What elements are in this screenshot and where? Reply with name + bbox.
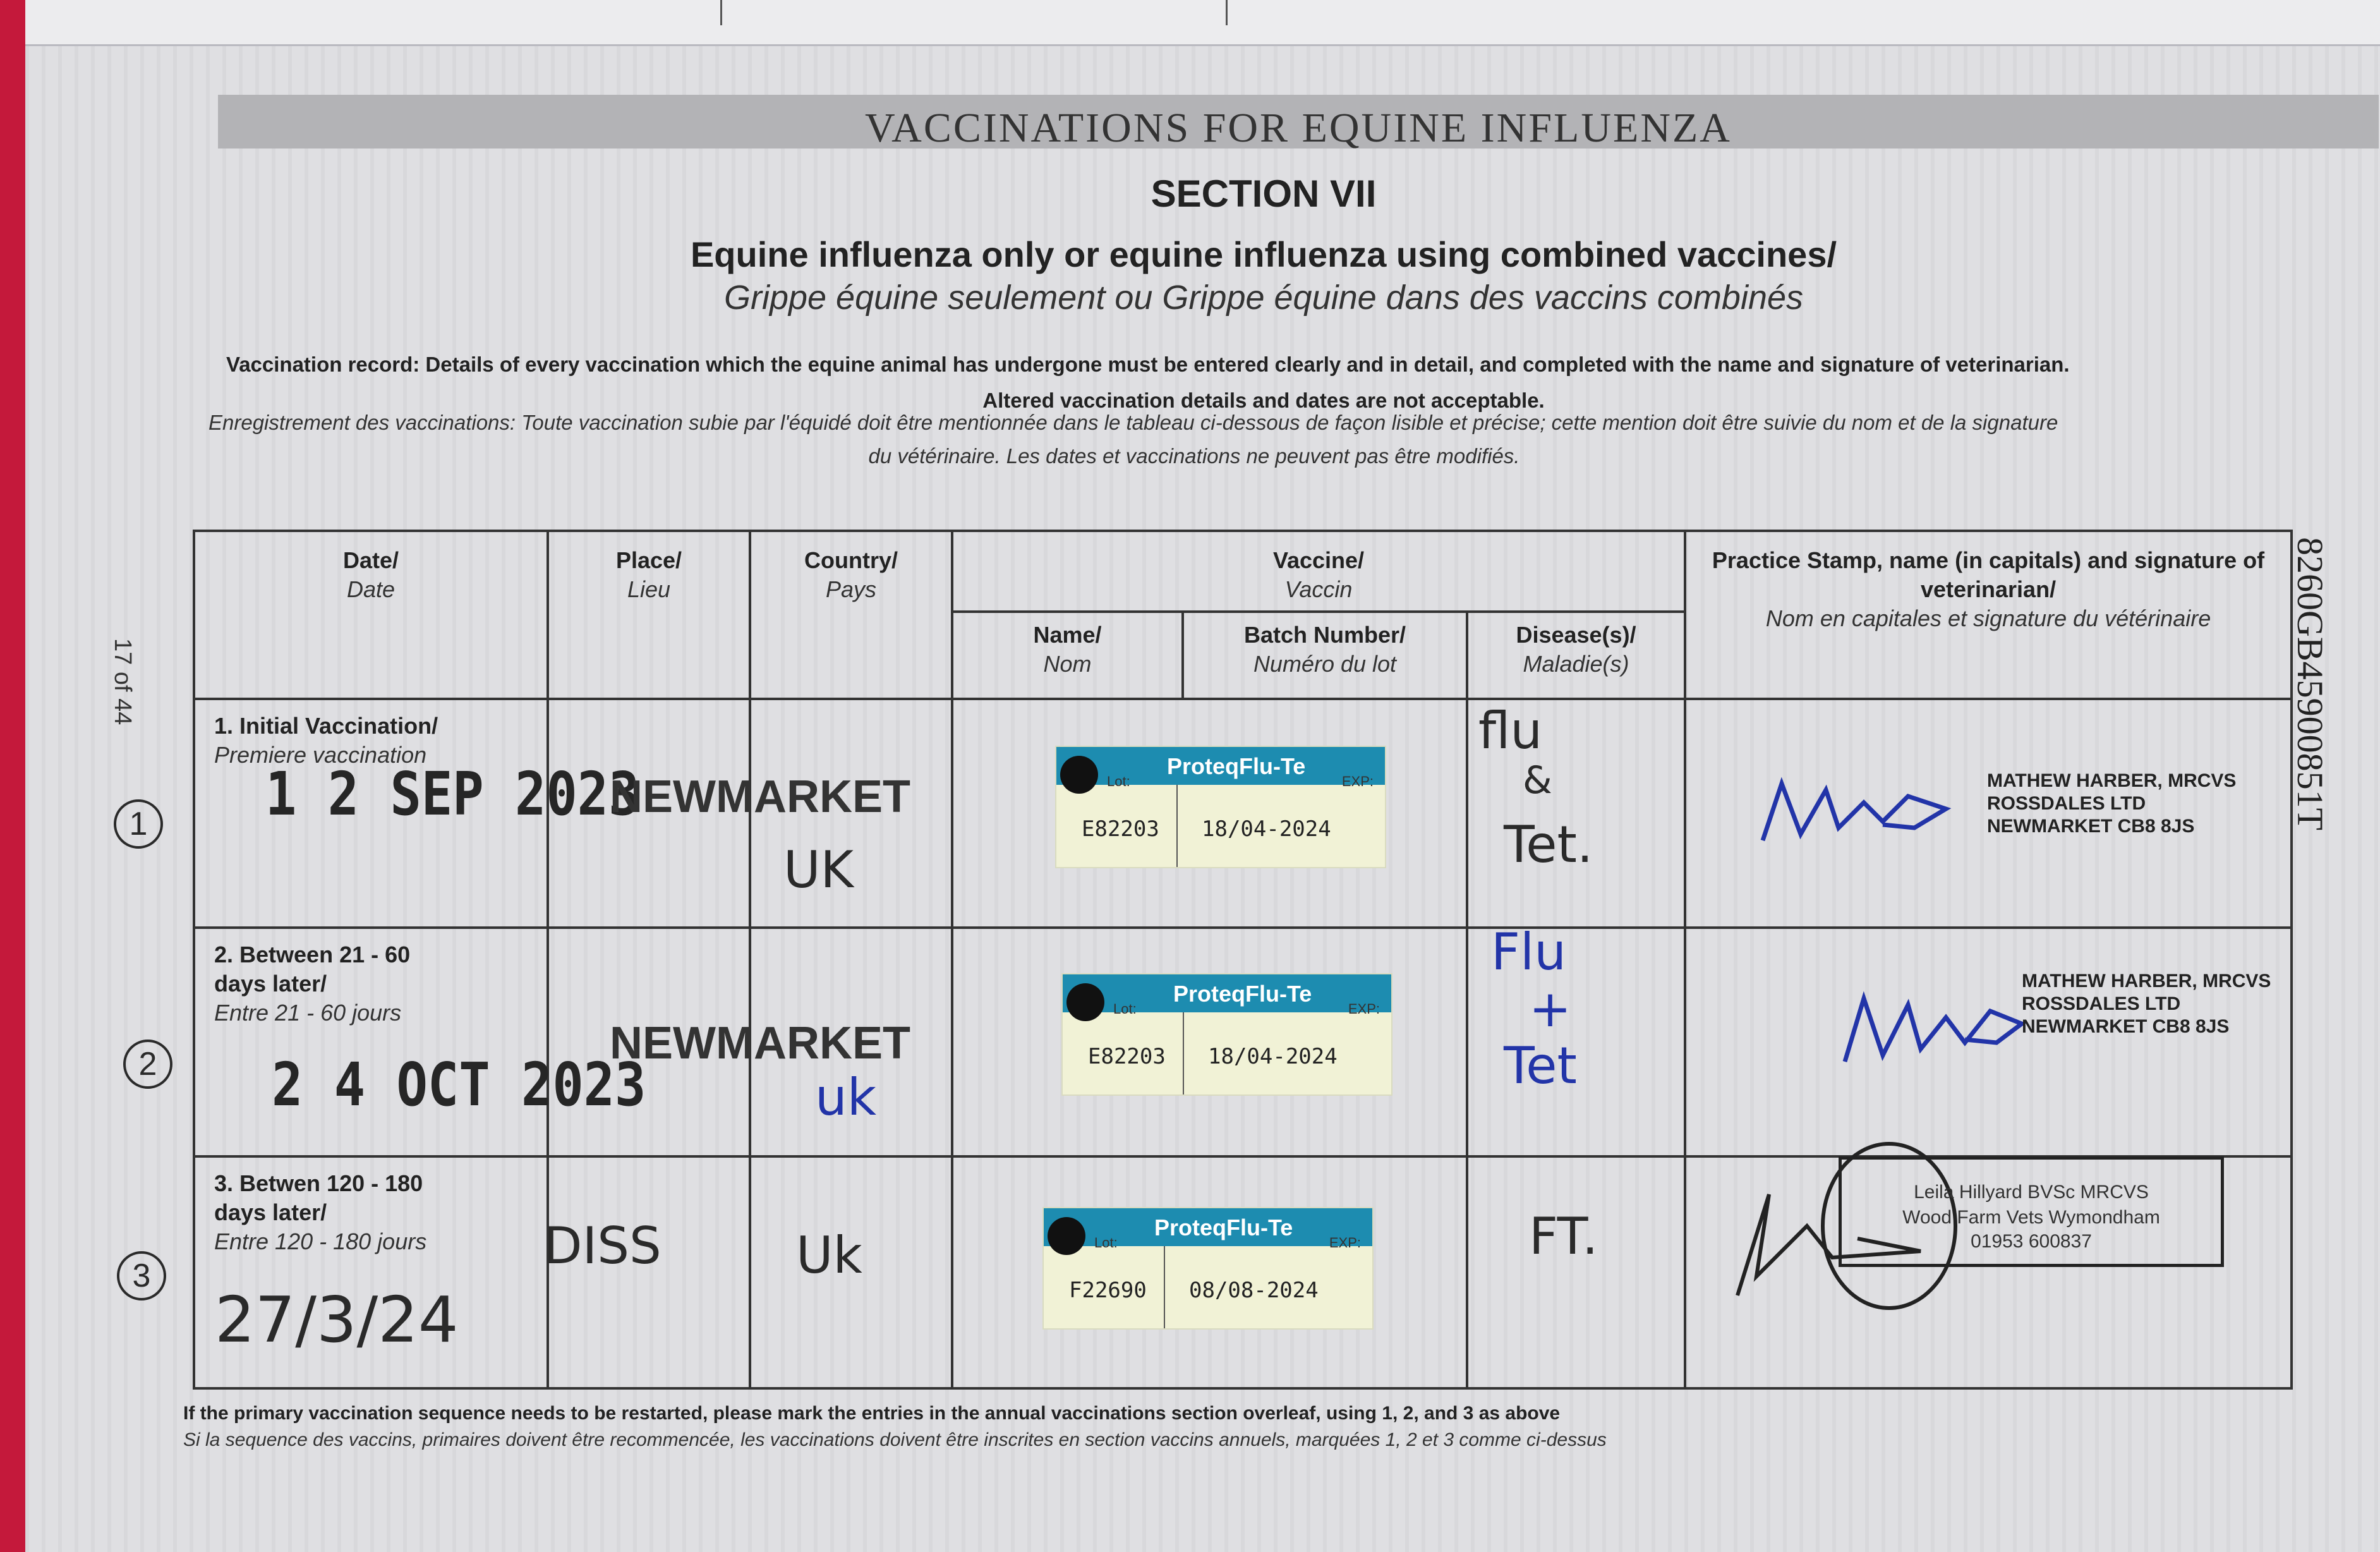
vaccination-date: 1 2 SEP 2023 bbox=[265, 760, 640, 830]
record-note-fr-line2: du vétérinaire. Les dates et vaccinations ne peuvent pas être modifiés. bbox=[868, 444, 1520, 468]
expiry-date: 18/04-2024 bbox=[1208, 1044, 1338, 1069]
subtitle-en: Equine influenza only or equine influenza using combined vaccines/ bbox=[690, 234, 1837, 274]
expiry-date: 18/04-2024 bbox=[1202, 816, 1331, 842]
header-batch-number: Batch Number/ Numéro du lot bbox=[1183, 612, 1467, 699]
circled-number: 2 bbox=[123, 1040, 172, 1089]
disease-line: & bbox=[1523, 758, 1552, 803]
record-note-fr-line1: Enregistrement des vaccinations: Toute vaccination subie par l'équidé doit être mentionnée dans le tableau ci-dessous de façon lisible et précise; cette mention doit être suivie du nom et de la signature bbox=[208, 411, 2058, 434]
footer-note-fr: Si la sequence des vaccins, primaires doivent être recommencée, les vaccinations doivent être inscrites en section vaccins annuels, marquées 1, 2 et 3 comme ci-dessus bbox=[183, 1429, 1607, 1450]
header-place: Place/ Lieu bbox=[548, 531, 750, 699]
batch-number: E82203 bbox=[1082, 816, 1159, 842]
disease-line: flu bbox=[1478, 701, 1543, 760]
header-vaccine: Vaccine/ Vaccin bbox=[952, 531, 1685, 612]
passport-serial: 8260GB45900851T bbox=[2290, 537, 2331, 830]
circled-number: 3 bbox=[117, 1251, 166, 1300]
disease-line: Tet bbox=[1504, 1036, 1577, 1095]
vet-name-stamp: MATHEW HARBER, MRCVS ROSSDALES LTD NEWMARKET CB8 8JS bbox=[2022, 971, 2271, 1037]
header-practice: Practice Stamp, name (in capitals) and signature of veterinarian/ Nom en capitales et signature du vétérinaire bbox=[1685, 531, 2292, 699]
vaccination-place: DISS bbox=[543, 1216, 661, 1275]
record-note-en-line2: Altered vaccination details and dates are not acceptable. bbox=[982, 389, 1545, 412]
vet-name-stamp: MATHEW HARBER, MRCVS ROSSDALES LTD NEWMARKET CB8 8JS bbox=[1987, 770, 2237, 837]
previous-page-edge bbox=[25, 0, 2380, 46]
table-row: 2. Between 21 - 60 days later/ Entre 21 - 60 jours bbox=[194, 928, 2292, 1156]
vet-signature bbox=[1756, 765, 1959, 853]
record-note-en-line1: Vaccination record: Details of every vaccination which the equine animal has undergone must be entered clearly and in detail, and completed with the name and signature of veterinarian. bbox=[226, 353, 2070, 376]
vaccine-sticker: ProteqFlu-Te Lot: EXP: E82203 18/04-2024 bbox=[1061, 973, 1392, 1096]
batch-number: E82203 bbox=[1088, 1044, 1166, 1069]
disease-line: FT. bbox=[1529, 1207, 1598, 1266]
vet-signature bbox=[1832, 973, 2034, 1074]
vaccination-place: NEWMARKET bbox=[610, 772, 910, 822]
proteq-logo-icon bbox=[1048, 1217, 1085, 1255]
vaccination-place: NEWMARKET bbox=[610, 1018, 910, 1069]
proteq-logo-icon bbox=[1066, 983, 1104, 1021]
section-heading: SECTION VII bbox=[1151, 173, 1377, 215]
vaccination-date: 2 4 OCT 2023 bbox=[272, 1050, 646, 1120]
page-title: VACCINATIONS FOR EQUINE INFLUENZA bbox=[865, 105, 1732, 151]
vaccine-sticker: ProteqFlu-Te Lot: EXP: E82203 18/04-2024 bbox=[1055, 746, 1386, 868]
circled-number: 1 bbox=[114, 799, 163, 849]
expiry-date: 08/08-2024 bbox=[1189, 1278, 1319, 1303]
disease-line: Tet. bbox=[1504, 815, 1593, 874]
header-disease: Disease(s)/ Maladie(s) bbox=[1467, 612, 1685, 699]
header-vaccine-name: Name/ Nom bbox=[952, 612, 1183, 699]
vaccination-date: 27/3/24 bbox=[215, 1283, 459, 1357]
vet-practice-stamp: Leila Hillyard BVSc MRCVS Wood Farm Vets Wymondham 01953 600837 bbox=[1839, 1156, 2224, 1267]
disease-line: + bbox=[1529, 979, 1572, 1038]
vaccination-country: uk bbox=[815, 1068, 877, 1127]
header-date: Date/ Date bbox=[194, 531, 548, 699]
batch-number: F22690 bbox=[1069, 1278, 1147, 1303]
proteq-logo-icon bbox=[1060, 756, 1098, 794]
vaccination-country: UK bbox=[783, 840, 854, 899]
table-row: 3. Betwen 120 - 180 days later/ Entre 120 - 180 jours bbox=[194, 1156, 2292, 1388]
footer-note-en: If the primary vaccination sequence needs to be restarted, please mark the entries in the annual vaccinations section overleaf, using 1, 2, and 3 as above bbox=[183, 1403, 1561, 1424]
page-count: 17 of 44 bbox=[109, 638, 136, 725]
disease-line: Flu bbox=[1491, 923, 1566, 981]
table-row: 1. Initial Vaccination/ Premiere vaccination bbox=[194, 699, 2292, 928]
subtitle-fr: Grippe équine seulement ou Grippe équine dans des vaccins combinés bbox=[723, 279, 1804, 317]
vaccination-country: Uk bbox=[796, 1226, 862, 1285]
header-country: Country/ Pays bbox=[750, 531, 952, 699]
vaccine-sticker: ProteqFlu-Te Lot: EXP: F22690 08/08-2024 bbox=[1042, 1207, 1374, 1330]
